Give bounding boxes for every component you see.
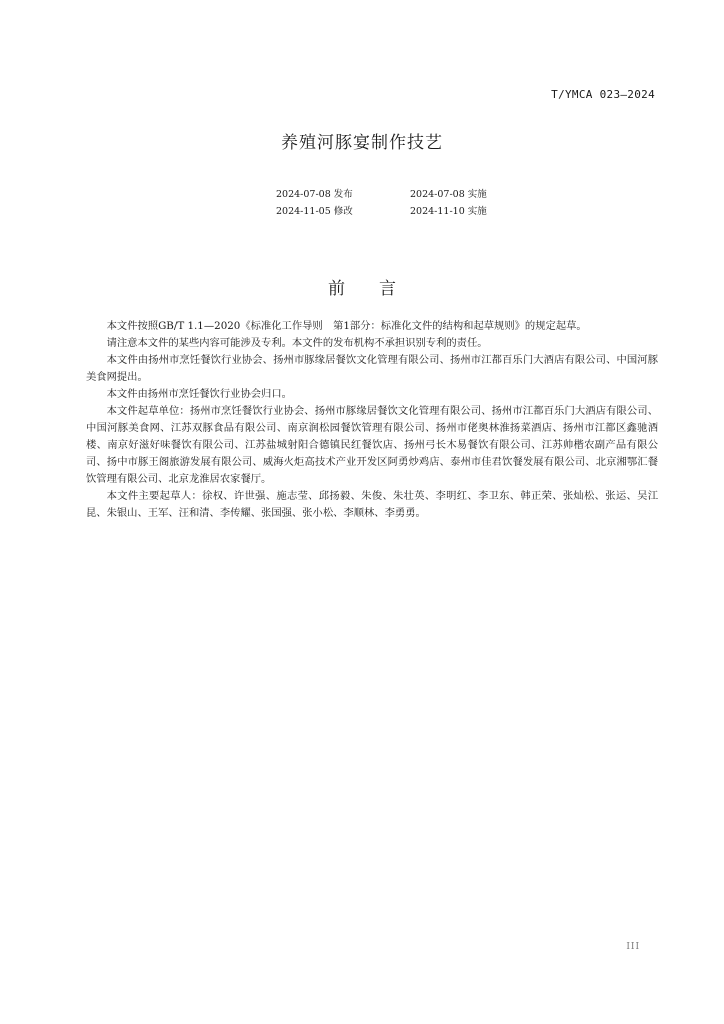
paragraph-patent-notice: 请注意本文件的某些内容可能涉及专利。本文件的发布机构不承担识别专利的责任。 bbox=[106, 337, 488, 349]
publish-date: 2024-07-08 发布 bbox=[276, 189, 353, 200]
paragraph-administrator: 本文件由扬州市烹饪餐饮行业协会归口。 bbox=[106, 388, 292, 400]
revision-implement-date: 2024-11-10 实施 bbox=[410, 206, 487, 217]
paragraph-drafting-rules: 本文件按照GB/T 1.1—2020《标准化工作导则 第1部分：标准化文件的结构和起草规则》的规定起草。 bbox=[106, 320, 587, 332]
preface-heading: 前言 bbox=[328, 279, 430, 299]
preface-body bbox=[86, 318, 658, 522]
paragraph-proposers: 本文件由扬州市烹饪餐饮行业协会、扬州市豚缘居餐饮文化管理有限公司、扬州市江都百乐门大酒店有限公司、中国河豚美食网提出。 bbox=[86, 354, 658, 383]
paragraph-drafting-units: 本文件起草单位：扬州市烹饪餐饮行业协会、扬州市豚缘居餐饮文化管理有限公司、扬州市江都百乐门大酒店有限公司、中国河豚美食网、江苏双豚食品有限公司、南京润松园餐饮管理有限公司、扬州市佬奥林淮扬菜酒店、扬州市江都区鑫驰酒楼、南京好滋好味餐饮有限公司、江苏盐城射阳合德镇民红餐饮店、扬州弓长木易餐饮有限公司、江苏帅楷农副产品有限公司、扬中市豚王阁旅游发展有限公司、威海火炬高技术产业开发区阿勇炒鸡店、泰州市佳君饮餐发展有限公司、北京湘鄂汇餐饮管理有限公司、北京龙淮居农家餐厅。 bbox=[86, 405, 658, 485]
document-title: 养殖河豚宴制作技艺 bbox=[281, 133, 443, 153]
date-block bbox=[276, 186, 487, 217]
page-number: III bbox=[626, 942, 640, 952]
paragraph-drafters: 本文件主要起草人：徐权、许世强、施志莹、邱扬毅、朱俊、朱壮英、李明红、李卫东、韩正荣、张灿松、张运、吴江昆、朱银山、王军、汪和清、李传耀、张国强、张小松、李顺林、李勇勇。 bbox=[86, 490, 658, 519]
revision-date: 2024-11-05 修改 bbox=[276, 206, 353, 217]
implement-date: 2024-07-08 实施 bbox=[410, 189, 487, 200]
standard-code: T/YMCA 023—2024 bbox=[551, 88, 655, 101]
